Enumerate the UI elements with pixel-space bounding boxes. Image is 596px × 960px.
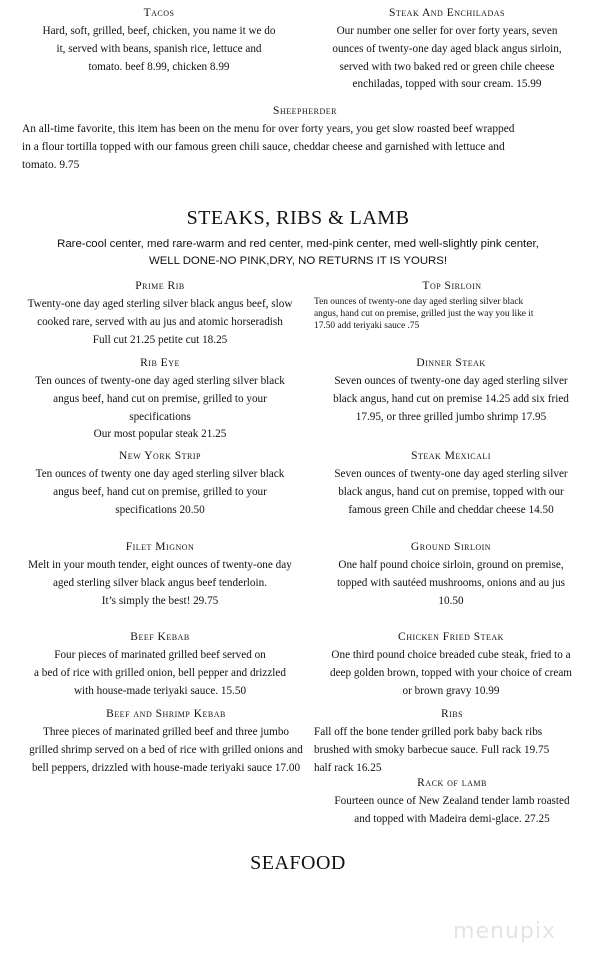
menu-item-rib-eye <box>20 356 300 444</box>
item-name: Rib Eye <box>140 357 180 369</box>
item-description: Three pieces of marinated grilled beef and three jumbo grilled shrimp served on a bed of rice with grilled onions and bell peppers, drizzled with house-made teriyaki sauce 17.00 <box>29 726 303 774</box>
item-description: Twenty-one day aged sterling silver black angus beef, slow cooked rare, served with au jus and atomic horseradish Full cut 21.25 petite cut 18.25 <box>27 298 293 346</box>
menu-item-sheepherder <box>22 104 588 174</box>
menu-item-prime-rib <box>20 279 300 349</box>
item-description: One third pound choice breaded cube steak, fried to a deep golden brown, topped with your choice of cream or brown gravy 10.99 <box>329 649 572 697</box>
item-name: Tacos <box>143 7 175 19</box>
item-description: Ten ounces of twenty-one day aged sterling silver black angus beef, hand cut on premise, grilled to your specifications Our most popular steak 21.25 <box>35 375 285 441</box>
menu-item-steak-and-enchiladas <box>302 6 592 94</box>
item-description: Fourteen ounce of New Zealand tender lamb roasted and topped with Madeira demi-glace. 27.25 <box>334 795 570 825</box>
doneness-note-line2: WELL DONE-NO PINK,DRY, NO RETURNS IT IS YOURS! <box>148 255 448 267</box>
item-description: Hard, soft, grilled, beef, chicken, you name it we do it, served with beans, spanish rice, lettuce and tomato. beef 8.99, chicken 8.99 <box>42 25 276 73</box>
section-title-seafood: SEAFOOD <box>250 852 346 874</box>
item-name: Beef Kebab <box>130 631 190 643</box>
watermark-logo: menupix <box>453 919 556 944</box>
item-description: Fall off the bone tender grilled pork baby back ribs brushed with smoky barbecue sauce. Full rack 19.75 half rack 16.25 <box>314 726 550 774</box>
menu-item-ribs <box>314 707 590 777</box>
item-description: Melt in your mouth tender, eight ounces of twenty-one day aged sterling silver black angus beef tenderloin. It’s simply the best! 29.75 <box>28 559 292 607</box>
item-name: Ground Sirloin <box>410 541 492 553</box>
menu-item-beef-kebab <box>20 630 300 700</box>
item-name: Sheepherder <box>273 105 337 117</box>
item-name: Top Sirloin <box>422 280 482 292</box>
item-description: Seven ounces of twenty-one day aged sterling silver black angus, hand cut on premise 14.25 add six fried 17.95, or three grilled jumbo shrimp 17.95 <box>333 375 569 423</box>
item-name: Steak Mexicali <box>411 450 491 462</box>
item-name: Filet Mignon <box>125 541 195 553</box>
doneness-note <box>0 236 596 270</box>
item-name: Rack of lamb <box>417 777 487 789</box>
doneness-note-line1: Rare-cool center, med rare-warm and red center, med-pink center, med well-slightly pink center, <box>57 238 539 250</box>
item-description: Seven ounces of twenty-one day aged sterling silver black angus, hand cut on premise, topped with our famous green Chile and cheddar cheese 14.50 <box>334 468 568 516</box>
menu-item-dinner-steak <box>306 356 596 426</box>
menu-item-filet-mignon <box>20 540 300 610</box>
item-name: New York Strip <box>119 450 201 462</box>
section-title-steaks: STEAKS, RIBS & LAMB <box>186 207 410 229</box>
item-name: Dinner Steak <box>416 357 486 369</box>
menu-item-ground-sirloin <box>306 540 596 610</box>
menu-item-chicken-fried-steak <box>306 630 596 700</box>
item-description: Our number one seller for over forty years, seven ounces of twenty-one day aged black angus sirloin, served with two baked red or green chile cheese enchiladas, topped with sour cream. 15.99 <box>332 25 562 91</box>
item-name: Ribs <box>440 708 464 720</box>
item-name: Beef and Shrimp Kebab <box>106 708 226 720</box>
item-description: Ten ounces of twenty one day aged sterling silver black angus beef, hand cut on premise, grilled to your specifications 20.50 <box>35 468 285 516</box>
item-description: Four pieces of marinated grilled beef served on a bed of rice with grilled onion, bell pepper and drizzled with house-made teriyaki sauce. 15.50 <box>34 649 286 697</box>
item-description: An all-time favorite, this item has been on the menu for over forty years, you get slow roasted beef wrapped in a flour tortilla topped with our famous green chili sauce, cheddar cheese and garnished with lettuce and tomato. 9.75 <box>22 123 515 171</box>
menu-item-steak-mexicali <box>306 449 596 519</box>
item-description: One half pound choice sirloin, ground on premise, topped with sautéed mushrooms, onions and au jus 10.50 <box>336 559 566 607</box>
item-name: Prime Rib <box>135 280 185 292</box>
menu-item-rack-of-lamb <box>310 776 594 829</box>
menu-item-new-york-strip <box>20 449 300 519</box>
menu-item-tacos <box>18 6 300 76</box>
menu-item-beef-and-shrimp-kebab <box>20 707 312 777</box>
item-name: Chicken Fried Steak <box>398 631 504 643</box>
item-name: Steak And Enchiladas <box>389 7 505 19</box>
menu-item-top-sirloin <box>314 279 590 332</box>
item-description: Ten ounces of twenty-one day aged sterling silver black angus, hand cut on premise, grilled just the way you like it 17.50 add teriyaki sauce .75 <box>314 297 534 331</box>
